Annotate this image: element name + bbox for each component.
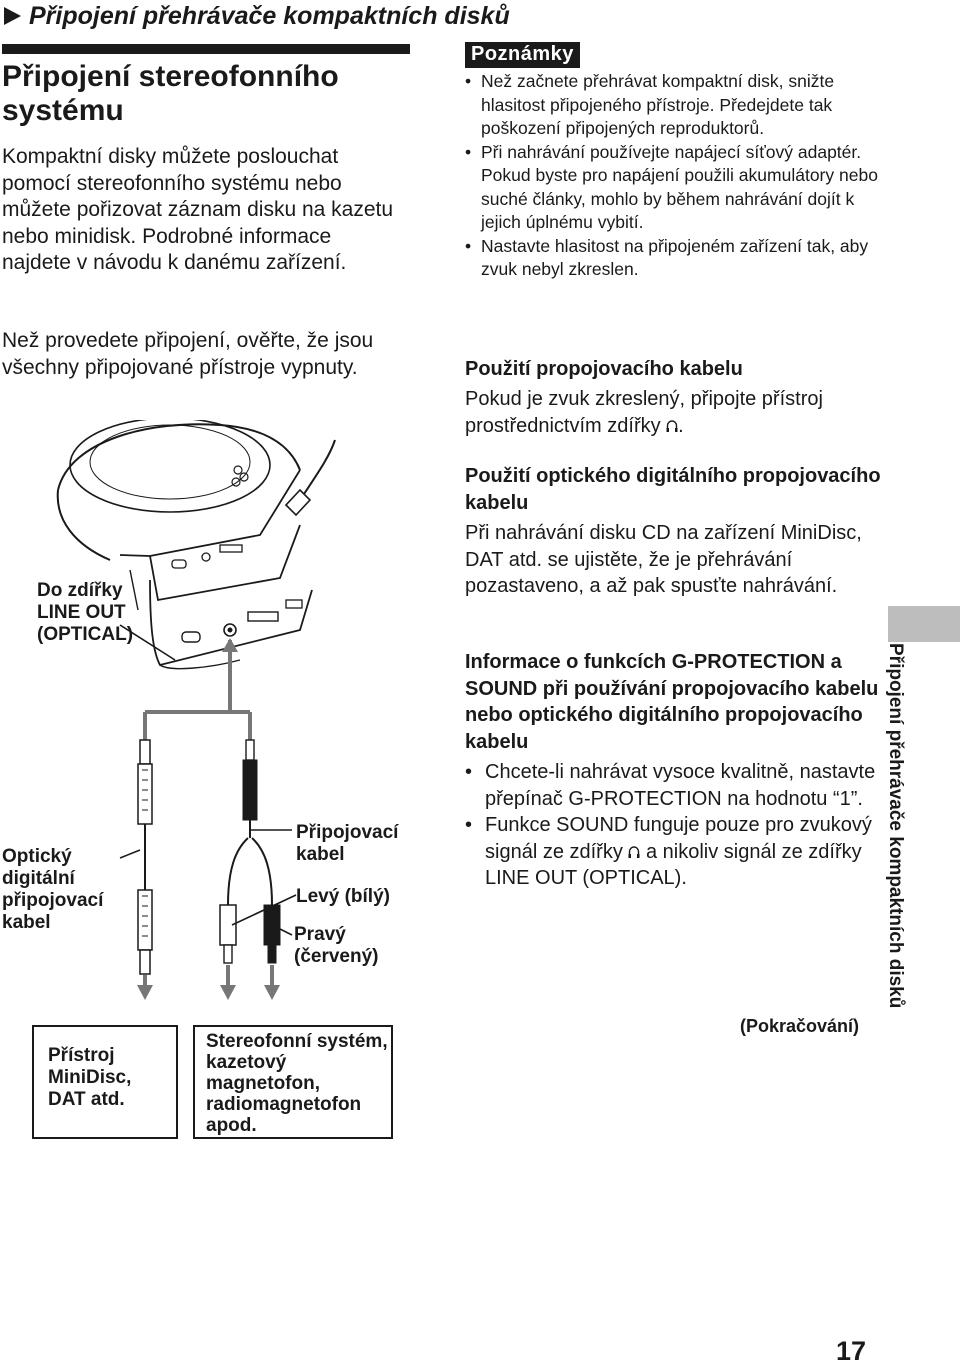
- sound-text-b: a nikoliv signál ze zdířky LINE OUT (OPTICAL).: [485, 840, 862, 889]
- label-line-out-jack: Do zdířky LINE OUT (OPTICAL): [37, 580, 134, 645]
- running-header-text: Připojení přehrávače kompaktních disků: [29, 2, 510, 30]
- gprotection-list: [465, 759, 885, 892]
- sound-text-a: Funkce SOUND funguje pouze pro zvukový signál ze zdířky: [485, 814, 872, 863]
- gprotection-item: • Chcete-li nahrávat vysoce kvalitně, nastavte přepínač G-PROTECTION na hodnotu “1”.: [465, 759, 885, 812]
- gprotection-item: [465, 812, 885, 892]
- notes-badge: Poznámky: [465, 42, 580, 68]
- continued-label: (Pokračování): [740, 1016, 860, 1036]
- side-tab-marker: [888, 606, 960, 642]
- label-right-red: Pravý (červený): [294, 924, 379, 967]
- headphone-icon: [628, 845, 640, 859]
- note-item: • Nastavte hlasitost na připojeném zařízení tak, aby zvuk nebyl zkreslen.: [465, 235, 885, 282]
- label-left-white: Levý (bílý): [296, 886, 390, 907]
- page-number: 17: [836, 1336, 867, 1366]
- subsection-text-optical: Při nahrávání disku CD na zařízení MiniDisc, DAT atd. se ujistěte, že je přehrávání pozastaveno, a až pak spusťte nahrávání.: [465, 522, 862, 597]
- down-arrows: [137, 965, 280, 1000]
- label-optical-cable: Optický digitální připojovací kabel: [2, 846, 104, 933]
- label-connecting-cable: Připojovací kabel: [296, 822, 399, 865]
- note-item: • Než začnete přehrávat kompaktní disk, snižte hlasitost připojeného přístroje. Předejdete tak poškození připojených reproduktorů.: [465, 70, 885, 141]
- headphone-icon: [666, 419, 678, 433]
- note-item: • Při nahrávání používejte napájecí síťový adaptér. Pokud byste pro napájení použili akumulátory nebo suché články, mohlo by během nahrávání dojít k jejich úplnému vybití.: [465, 141, 885, 235]
- subsection-title-cable: Použití propojovacího kabelu: [465, 358, 743, 380]
- subsection-title-gprotection: Informace o funkcích G-PROTECTION a SOUND při používání propojovacího kabelu nebo optického digitálního propojovacího kabelu: [465, 651, 879, 753]
- side-tab-label: Připojení přehrávače kompaktních disků: [885, 643, 906, 1009]
- subsection-text-cable: [465, 386, 895, 439]
- cable-text-end: .: [678, 414, 684, 437]
- side-tab: [878, 643, 918, 1063]
- subsection-title-optical: Použití optického digitálního propojovacího kabelu: [465, 465, 881, 514]
- optical-cable: [138, 740, 152, 974]
- stereo-y-cable: [220, 740, 296, 963]
- intro-paragraph-2: Než provedete připojení, ověřte, že jsou všechny připojované přístroje vypnuty.: [2, 329, 374, 379]
- running-header: [4, 2, 510, 31]
- device-box-stereo: [193, 1025, 393, 1139]
- device-box-stereo-label: Stereofonní systém, kazetový magnetofon, radiomagnetofon apod.: [206, 1031, 388, 1136]
- cable-text: Pokud je zvuk zkreslený, připojte přístroj prostřednictvím zdířky: [465, 388, 823, 437]
- notes-list: [465, 70, 885, 282]
- intro-paragraph: Kompaktní disky můžete poslouchat pomocí stereofonního systému nebo můžete pořizovat záznam disku na kazetu nebo minidisk. Podrobné informace najdete v návodu k danému zařízení.: [2, 145, 394, 274]
- section-title-bar: [2, 44, 410, 54]
- device-box-minidisc-label: Přístroj MiniDisc, DAT atd.: [48, 1045, 132, 1110]
- triangle-right-icon: [4, 7, 21, 25]
- device-box-minidisc: [32, 1025, 178, 1139]
- section-title: Připojení stereofonního systému: [2, 60, 339, 127]
- arrow-up-icon: [222, 638, 238, 652]
